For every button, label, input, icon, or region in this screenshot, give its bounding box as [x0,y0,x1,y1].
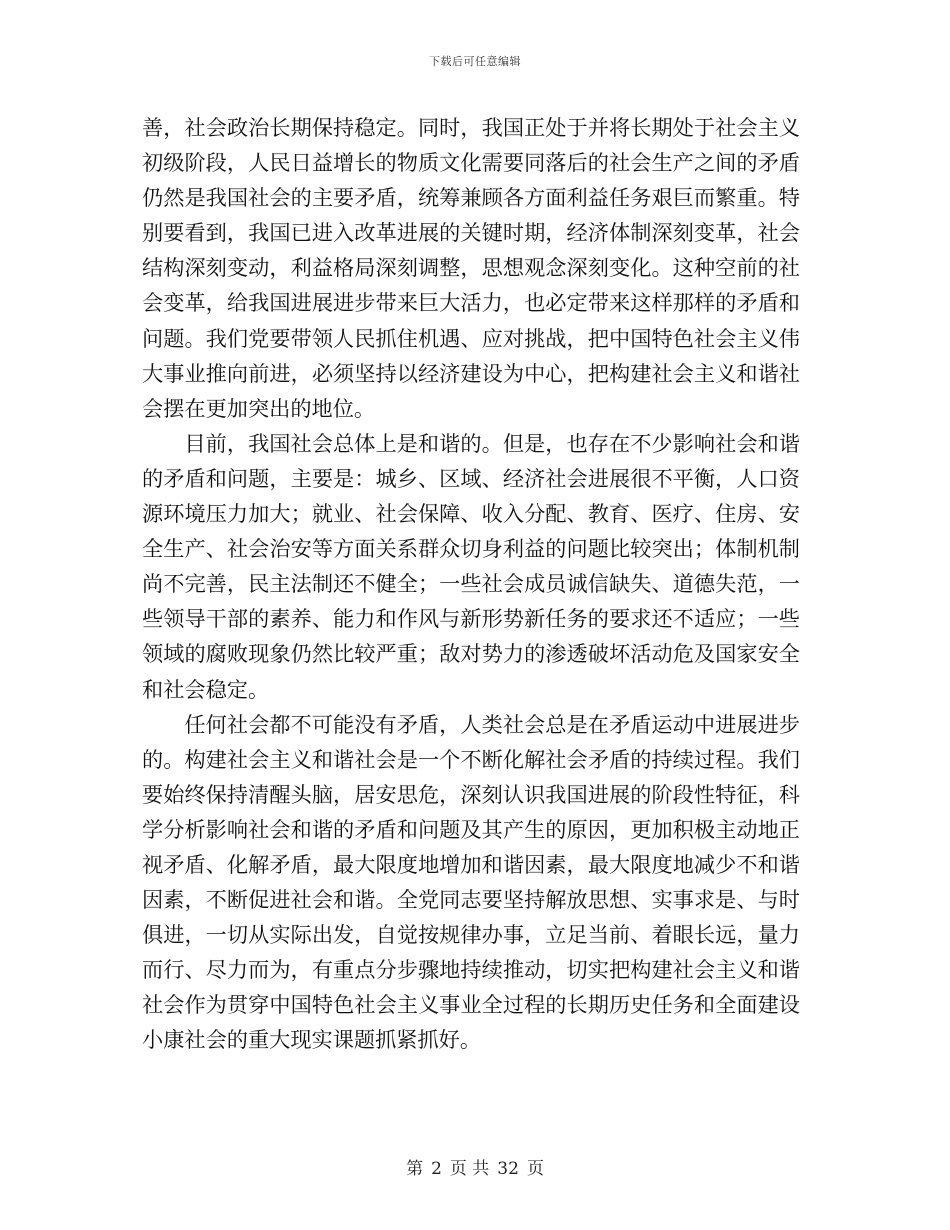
footer-prefix: 第 [406,1159,424,1179]
total-pages: 32 [497,1159,519,1179]
paragraph: 目前，我国社会总体上是和谐的。但是，也存在不少影响社会和谐的矛盾和问题，主要是：城乡、区域、经济社会进展很不平衡，人口资源环境压力加大；就业、社会保障、收入分配、教育、医疗、住房、安全生产、社会治安等方面关系群众切身利益的问题比较突出；体制机制尚不完善，民主法制还不健全；一些社会成员诚信缺失、道德失范，一些领导干部的素养、能力和作风与新形势新任务的要求还不适应；一些领域的腐败现象仍然比较严重；敌对势力的渗透破坏活动危及国家安全和社会稳定。 [142,430,800,702]
paragraph: 任何社会都不可能没有矛盾，人类社会总是在矛盾运动中进展进步的。构建社会主义和谐社会是一个不断化解社会矛盾的持续过程。我们要始终保持清醒头脑，居安思危，深刻认识我国进展的阶段性特征，科学分析影响社会和谐的矛盾和问题及其产生的原因，更加积极主动地正视矛盾、化解矛盾，最大限度地增加和谐因素，最大限度地减少不和谐因素，不断促进社会和谐。全党同志要坚持解放思想、实事求是、与时俱进，一切从实际出发，自觉按规律办事，立足当前、着眼长远，量力而行、尽力而为，有重点分步骤地持续推动，切实把构建社会主义和谐社会作为贯穿中国特色社会主义事业全过程的长期历史任务和全面建设小康社会的重大现实课题抓紧抓好。 [142,711,800,1053]
footer-mid: 页 共 [449,1159,490,1179]
footer-suffix: 页 [526,1159,544,1179]
page-number: 2 [431,1159,442,1179]
document-body [142,110,800,1058]
page-header: 下载后可任意编辑 [429,55,521,68]
page-footer [0,1154,950,1179]
paragraph-continued: 善，社会政治长期保持稳定。同时，我国正处于并将长期处于社会主义初级阶段，人民日益增长的物质文化需要同落后的社会生产之间的矛盾仍然是我国社会的主要矛盾，统筹兼顾各方面利益任务艰巨而繁重。特别要看到，我国已进入改革进展的关键时期，经济体制深刻变革，社会结构深刻变动，利益格局深刻调整，思想观念深刻变化。这种空前的社会变革，给我国进展进步带来巨大活力，也必定带来这样那样的矛盾和问题。我们党要带领人民抓住机遇、应对挑战，把中国特色社会主义伟大事业推向前进，必须坚持以经济建设为中心，把构建社会主义和谐社会摆在更加突出的地位。 [142,115,800,421]
